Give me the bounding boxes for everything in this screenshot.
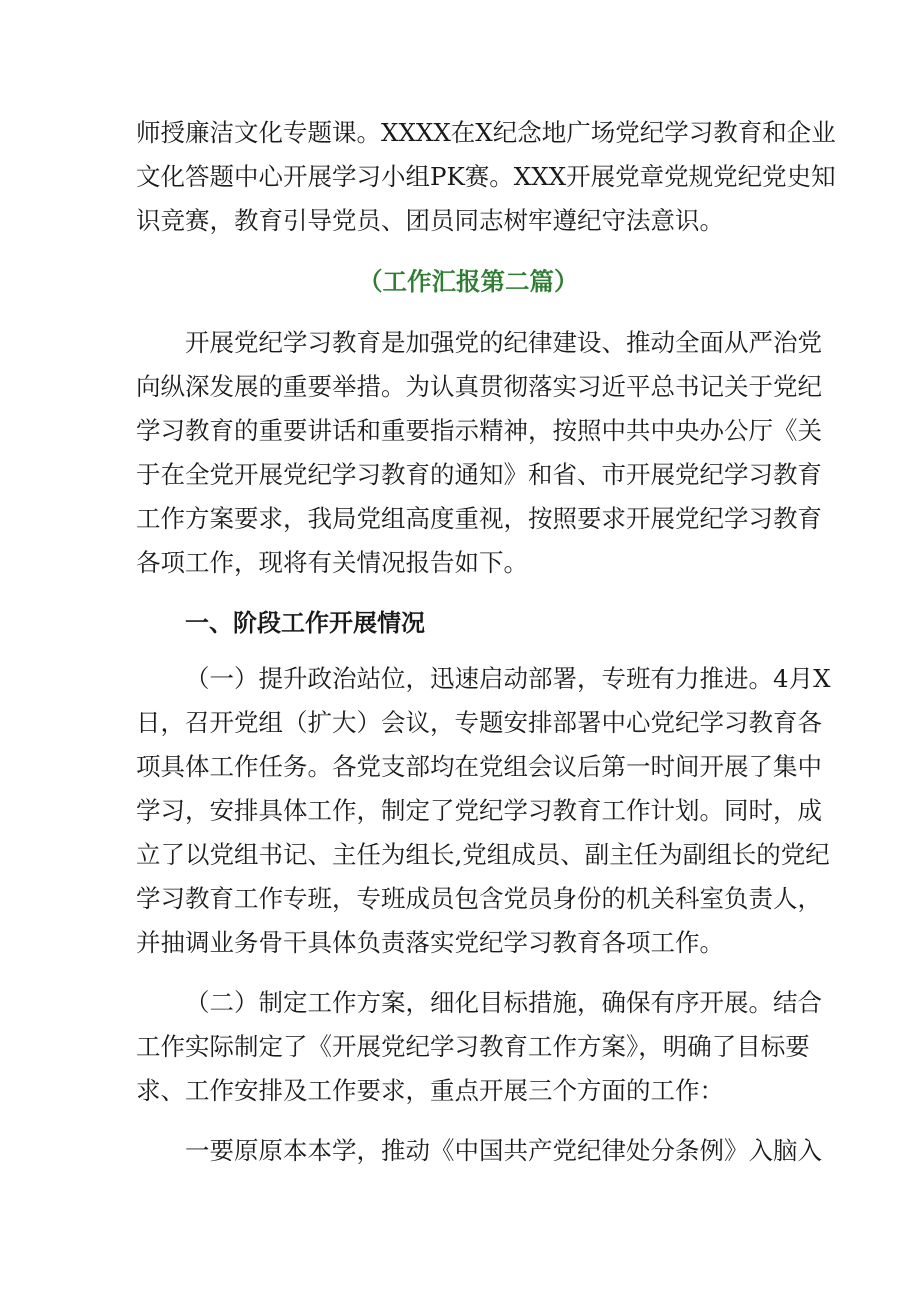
text-line: 开展党纪学习教育是加强党的纪律建设、推动全面从严治党 (185, 328, 822, 357)
text-line: 工作实际制定了《开展党纪学习教育工作方案》，明确了目标要 (136, 1032, 810, 1061)
text-line: 工作方案要求，我局党组高度重视，按照要求开展党纪学习教育 (136, 504, 822, 533)
text-line: 日，召开党组（扩大）会议，专题安排部署中心党纪学习教育各 (136, 708, 822, 737)
text-line: 项具体工作任务。各党支部均在党组会议后第一时间开展了集中 (136, 752, 822, 781)
text-line: 学习教育的重要讲话和重要指示精神，按照中共中央办公厅《关 (136, 416, 822, 445)
text-line: 各项工作，现将有关情况报告如下。 (136, 548, 528, 577)
heading-level-1: 一、阶段工作开展情况 (185, 609, 425, 637)
text-line: 立了以党组书记、主任为组长,党组成员、副主任为副组长的党纪 (136, 840, 830, 869)
text-line: 学习教育工作专班，专班成员包含党员身份的机关科室负责人， (136, 884, 822, 913)
text-line: 求、工作安排及工作要求，重点开展三个方面的工作： (136, 1076, 724, 1105)
text-line: 一要原原本本学，推动《中国共产党纪律处分条例》入脑入 (185, 1136, 822, 1165)
section-title: （工作汇报第二篇） (358, 267, 579, 296)
text-line: 于在全党开展党纪学习教育的通知》和省、市开展党纪学习教育 (136, 460, 822, 489)
text-line: （二）制定工作方案，细化目标措施，确保有序开展。结合 (185, 988, 822, 1017)
text-line: 向纵深发展的重要举措。为认真贯彻落实习近平总书记关于党纪 (136, 372, 822, 401)
text-line: 师授廉洁文化专题课。XXXX在X纪念地广场党纪学习教育和企业 (136, 118, 836, 147)
text-line: 学习，安排具体工作，制定了党纪学习教育工作计划。同时，成 (136, 796, 822, 825)
text-line: （一）提升政治站位，迅速启动部署，专班有力推进。4月X (185, 664, 831, 693)
text-line: 识竞赛，教育引导党员、团员同志树牢遵纪守法意识。 (136, 206, 724, 235)
text-line: 文化答题中心开展学习小组PK赛。XXX开展党章党规党纪党史知 (136, 162, 836, 191)
text-line: 并抽调业务骨干具体负责落实党纪学习教育各项工作。 (136, 928, 724, 957)
